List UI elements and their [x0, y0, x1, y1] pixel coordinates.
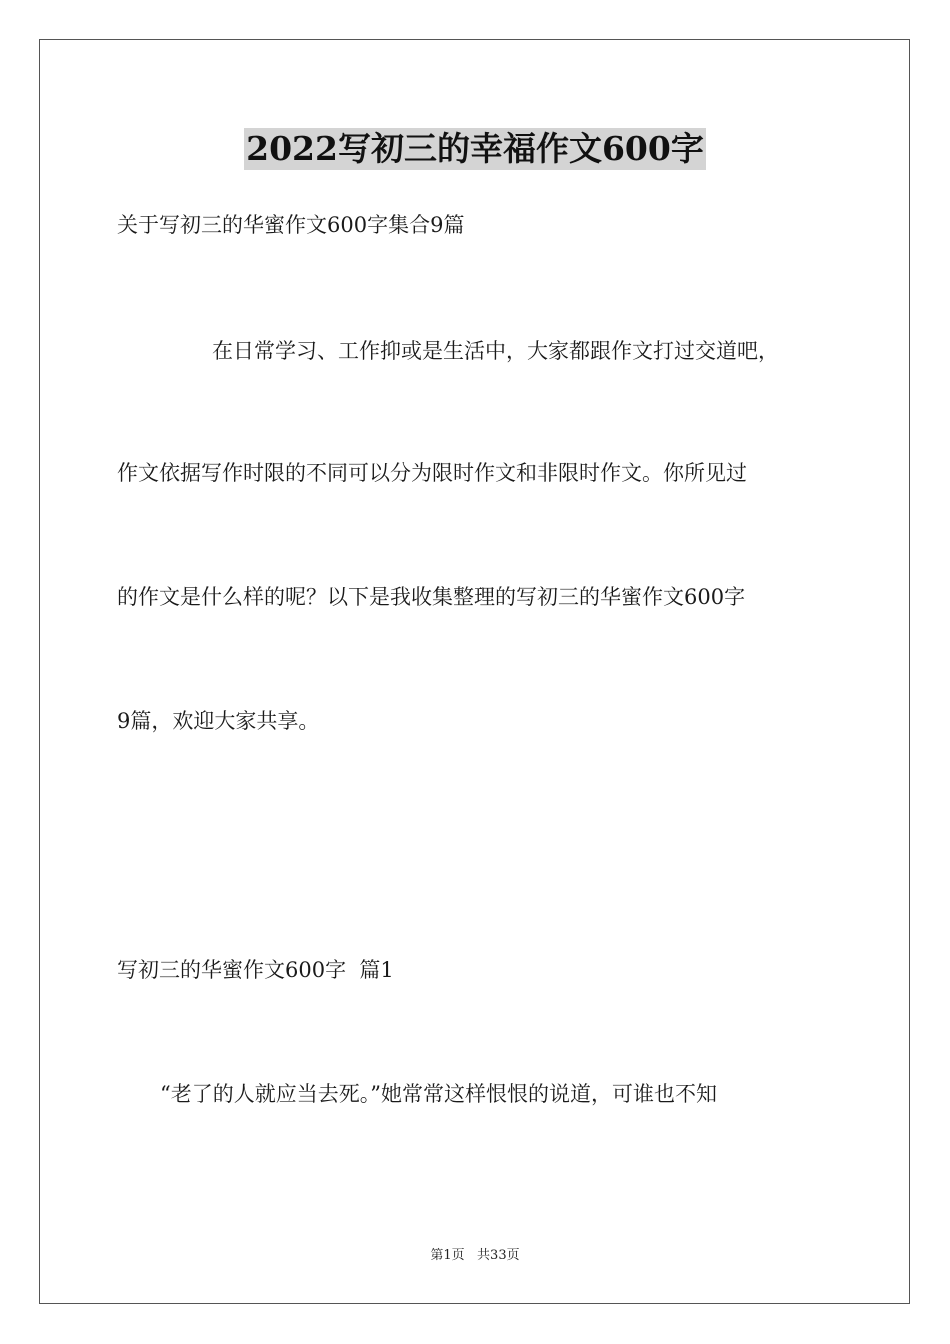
section-heading: 写初三的华蜜作文600字 篇1	[117, 958, 394, 982]
intro-line-4: 9篇，欢迎大家共享。	[117, 709, 320, 733]
intro-line-1: 在日常学习、工作抑或是生活中，大家都跟作文打过交道吧，	[212, 339, 779, 363]
document-subtitle: 关于写初三的华蜜作文600字集合9篇	[117, 213, 465, 237]
intro-line-3: 的作文是什么样的呢？以下是我收集整理的写初三的华蜜作文600字	[117, 585, 746, 609]
page-footer: 第1页 共33页	[430, 1248, 520, 1263]
title-container	[0, 128, 950, 170]
intro-line-2: 作文依据写作时限的不同可以分为限时作文和非限时作文。你所见过	[117, 461, 747, 485]
section-paragraph-line-1: “老了的人就应当去死。”她常常这样恨恨的说道，可谁也不知	[160, 1082, 717, 1106]
document-title: 2022写初三的幸福作文600字	[246, 129, 704, 168]
